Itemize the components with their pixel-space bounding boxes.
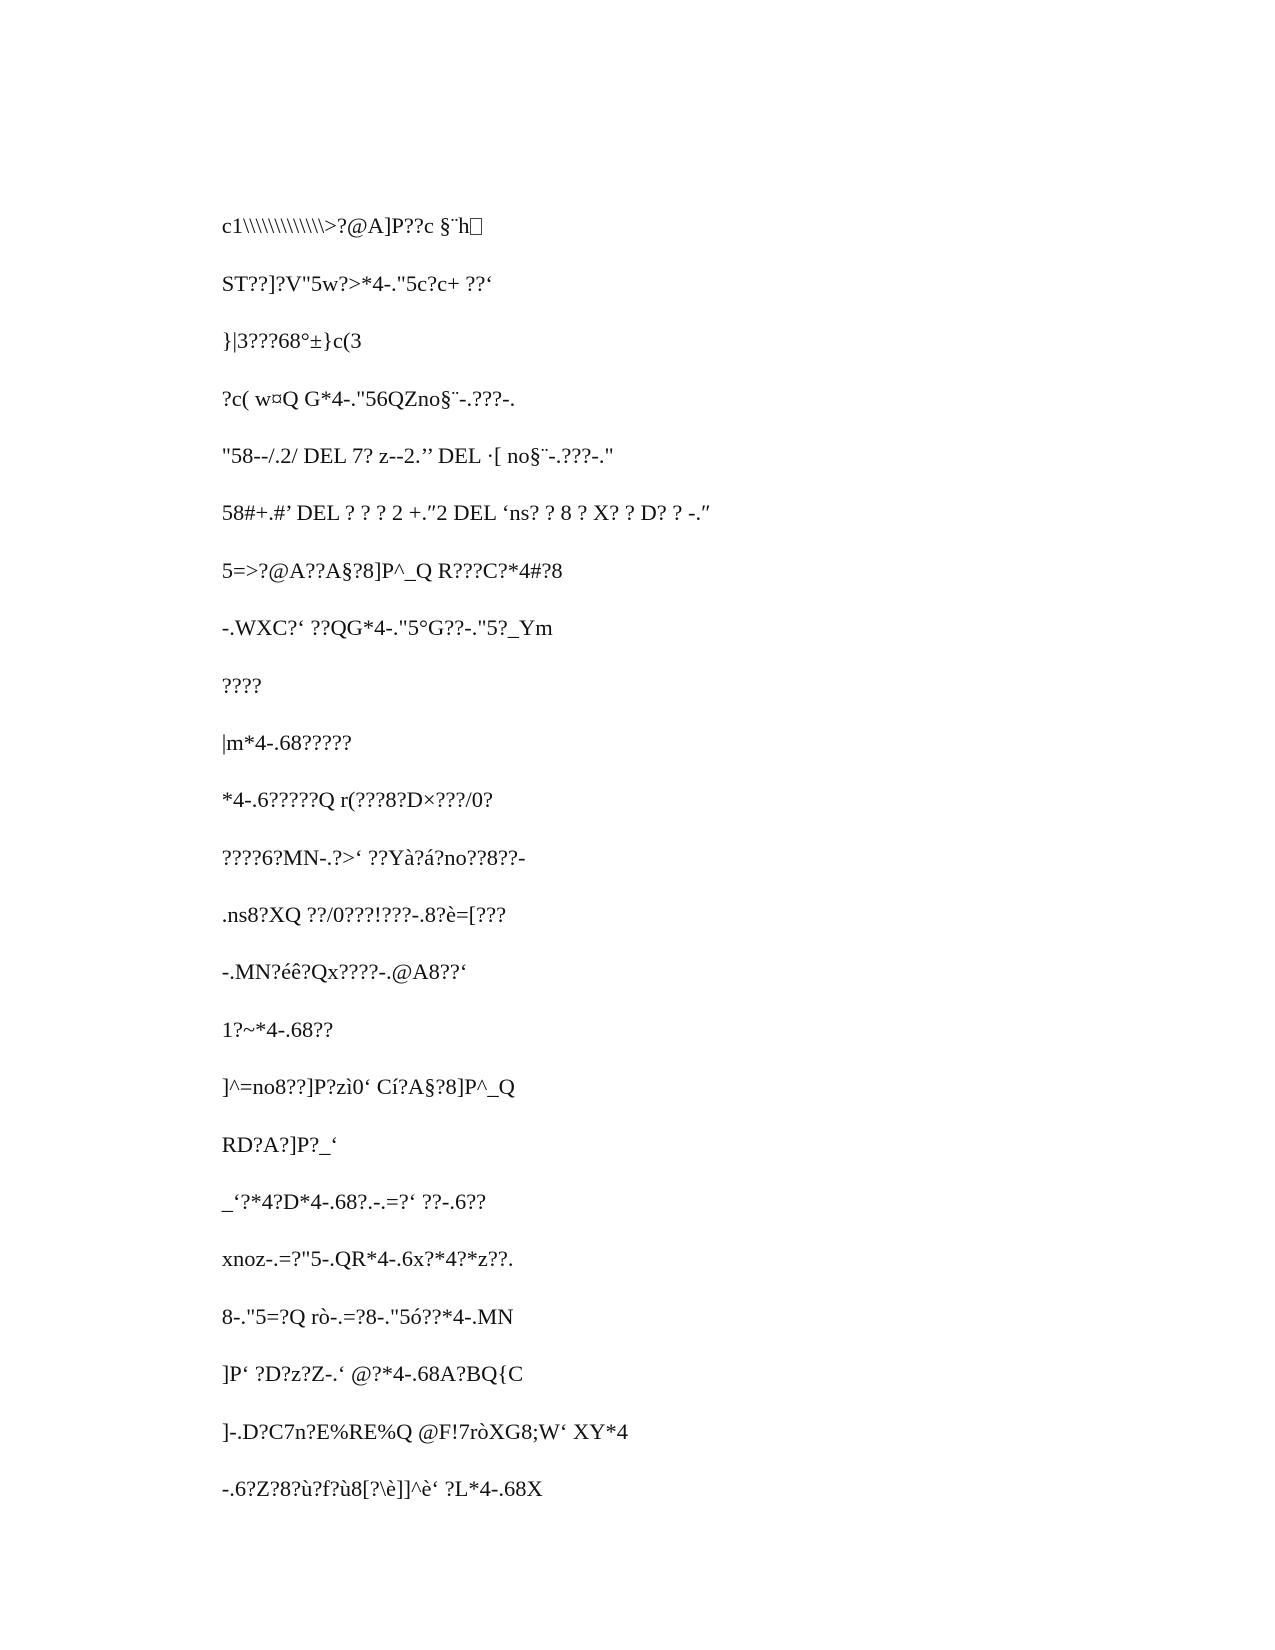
text-line-19-text: xnoz-.=?"5-.QR*4-.6x?*4?*z??. xyxy=(221,1246,514,1272)
text-line-23-text: -.6?Z?8?ù?f?ù8[?\è]]^è‘ ?L*4-.68X xyxy=(221,1476,543,1501)
text-line-5-text: "58--/.2/ DEL 7? z--2.’’ DEL ·[ no§¨-.???-." xyxy=(221,442,614,468)
text-line-7-text: 5=>?@A??A§?8]P^_Q R???C?*4#?8 xyxy=(221,557,563,583)
text-line-11-text: *4-.6?????Q r(???8?D×???/0? xyxy=(221,787,493,813)
text-line-22-text: ]-.D?C7n?E%RE%Q @F!7ròXG8;W‘ XY*4 xyxy=(221,1418,629,1444)
text-line-14-text: -.MN?éê?Qx????-.@A8??‘ xyxy=(221,959,468,985)
text-line-2-text: ST??]?V"5w?>*4-."5c?c+ ??‘ xyxy=(221,270,493,296)
text-line-15-text: 1?~*4-.68?? xyxy=(221,1016,334,1042)
document-body xyxy=(188,140,1088,1501)
text-line-10 xyxy=(188,657,1088,755)
text-line-4-text: ?c( w¤Q G*4-."56QZno§¨-.???-. xyxy=(221,385,516,411)
text-line-12-text: ????6?MN-.?>‘ ??Yà?á?no??8??- xyxy=(221,844,526,870)
text-line-16-text: ]^=no8??]P?zì0‘ Cí?A§?8]P^_Q xyxy=(221,1074,515,1100)
text-line-13-text: .ns8?XQ ??/0???!???-.8?è=[??? xyxy=(221,902,507,928)
text-line-3-text: }|3???68°±}c(3 xyxy=(221,328,362,354)
text-line-18-text: _‘?*4?D*4-.68?.-.=?‘ ??-.6?? xyxy=(221,1189,487,1215)
text-line-10-text: |m*4-.68????? xyxy=(221,729,352,755)
text-line-17-text-a: RD?A?]P?_‘ xyxy=(221,1131,338,1157)
text-line-1 xyxy=(188,140,1088,239)
text-line-8-text: -.WXC?‘ ??QG*4-."5°G??-."5?_Ym xyxy=(221,615,553,641)
text-line-21-text: ]P‘ ?D?z?Z-.‘ @?*4-.68A?BQ{C xyxy=(221,1361,524,1387)
text-line-20-text: 8-."5=?Q rò-.=?8-."5ó??*4-.MN xyxy=(221,1303,514,1329)
text-line-6-text: 58#+.#’ DEL ? ? ? 2 +.″2 DEL ‘ns? ? 8 ? X? ? D? ? -.″ xyxy=(221,500,711,526)
text-line-1-text: c1\\\\\\\\\\\\\>?@A]P??c §¨h xyxy=(221,213,470,239)
text-line-9-text: ???? xyxy=(221,672,262,698)
missing-glyph-icon xyxy=(470,218,482,235)
